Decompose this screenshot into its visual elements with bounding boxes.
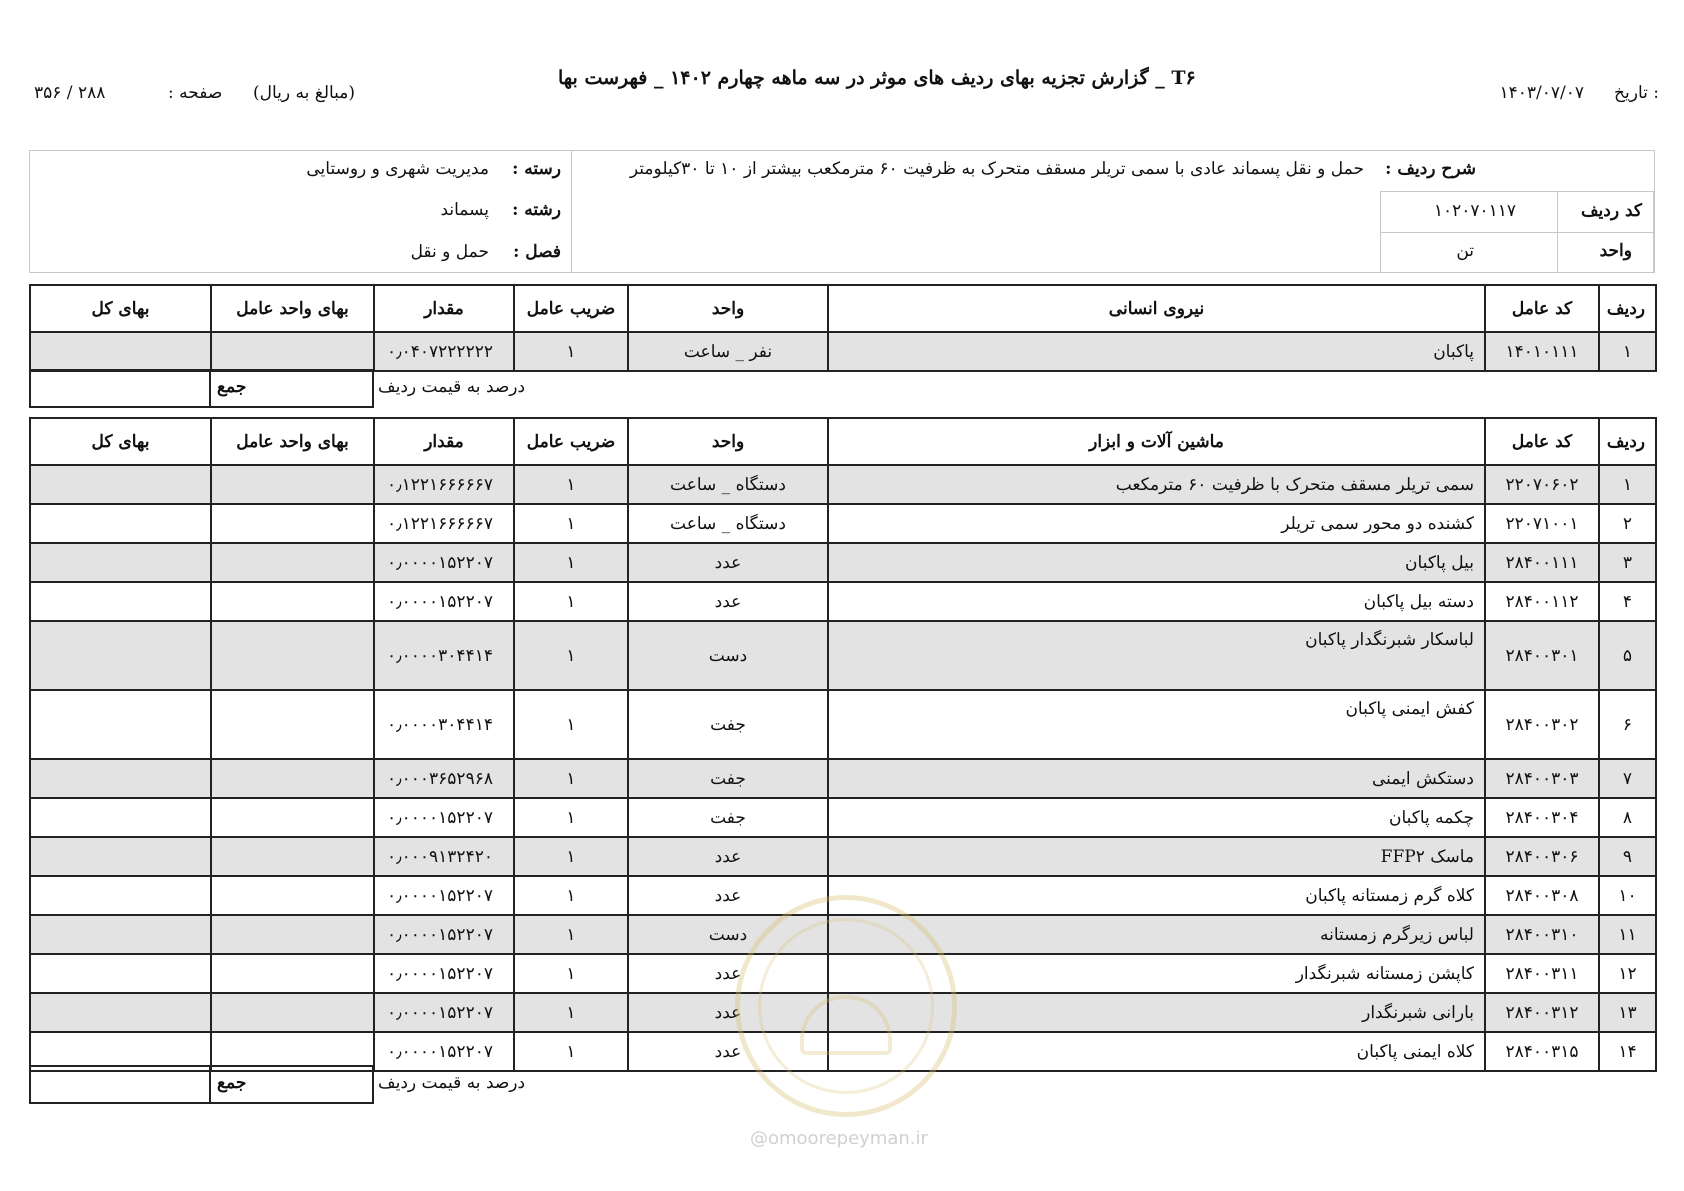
row-number: ۸ [1599, 798, 1656, 837]
category-value: مدیریت شهری و روستایی [306, 159, 489, 179]
factor-name: سمی تریلر مسقف متحرک با ظرفیت ۶۰ مترمکعب [828, 465, 1485, 504]
table-row [30, 954, 1656, 993]
watermark-url: @omoorepeyman.ir [750, 1128, 928, 1149]
table-row [30, 465, 1656, 504]
machinery-header-qty: مقدار [374, 418, 514, 465]
factor-code: ۲۸۴۰۰۳۱۵ [1485, 1032, 1599, 1071]
unit-price-cell [211, 837, 374, 876]
factor-quantity: ۰٫۰۰۰۰۱۵۲۲۰۷ [374, 582, 514, 621]
labor-header-code: کد عامل [1485, 285, 1599, 332]
factor-quantity: ۰٫۰۰۰۹۱۳۲۴۲۰ [374, 837, 514, 876]
machinery-header-name: ماشین آلات و ابزار [828, 418, 1485, 465]
total-price-cell [30, 993, 211, 1032]
factor-quantity: ۰٫۰۰۰۰۱۵۲۲۰۷ [374, 954, 514, 993]
total-price-cell [30, 621, 211, 690]
machinery-header-row: ردیف [1599, 418, 1656, 465]
factor-name: کشنده دو محور سمی تریلر [828, 504, 1485, 543]
row-number: ۶ [1599, 690, 1656, 759]
field-value: پسماند [440, 200, 489, 220]
category-label: رسته : [512, 159, 561, 179]
factor-quantity: ۰٫۰۰۰۰۱۵۲۲۰۷ [374, 798, 514, 837]
left-info-divider [571, 151, 572, 272]
table-row [30, 993, 1656, 1032]
labor-sum-label: جمع [217, 377, 247, 397]
factor-code: ۲۸۴۰۰۳۰۳ [1485, 759, 1599, 798]
factor-unit: دستگاه _ ساعت [628, 465, 828, 504]
total-price-cell [30, 876, 211, 915]
factor-name: دسته بیل پاکبان [828, 582, 1485, 621]
unit-price-cell [211, 332, 374, 371]
unit-price-cell [211, 690, 374, 759]
factor-coefficient: ۱ [514, 690, 628, 759]
factor-name: بیل پاکبان [828, 543, 1485, 582]
row-number: ۱۰ [1599, 876, 1656, 915]
total-price-cell [30, 915, 211, 954]
unit-price-cell [211, 954, 374, 993]
unit-price-cell [211, 993, 374, 1032]
labor-header-unit: واحد [628, 285, 828, 332]
total-price-cell [30, 332, 211, 371]
factor-code: ۲۸۴۰۰۳۱۲ [1485, 993, 1599, 1032]
factor-quantity: ۰٫۰۰۰۰۱۵۲۲۰۷ [374, 993, 514, 1032]
chapter-value: حمل و نقل [410, 242, 489, 262]
machinery-sum-row [29, 1065, 539, 1104]
factor-quantity: ۰٫۰۰۰۳۶۵۲۹۶۸ [374, 759, 514, 798]
factor-code: ۲۸۴۰۰۳۰۶ [1485, 837, 1599, 876]
report-title: T۶ _ گزارش تجزیه بهای ردیف های موثر در سه ماهه چهارم ۱۴۰۲ _ فهرست بها [558, 67, 1196, 89]
factor-coefficient: ۱ [514, 504, 628, 543]
factor-coefficient: ۱ [514, 332, 628, 371]
factor-name: لباس زیرگرم زمستانه [828, 915, 1485, 954]
labor-header-row: ردیف [1599, 285, 1656, 332]
table-row [30, 837, 1656, 876]
labor-header-name: نیروی انسانی [828, 285, 1485, 332]
desc-label: شرح ردیف : [1385, 159, 1476, 179]
factor-coefficient: ۱ [514, 1032, 628, 1071]
row-number: ۱ [1599, 332, 1656, 371]
labor-header-total: بهای کل [30, 285, 211, 332]
table-row [30, 876, 1656, 915]
row-number: ۱۴ [1599, 1032, 1656, 1071]
factor-name: کلاه ایمنی پاکبان [828, 1032, 1485, 1071]
factor-name: چکمه پاکبان [828, 798, 1485, 837]
table-row [30, 582, 1656, 621]
factor-coefficient: ۱ [514, 798, 628, 837]
machinery-percent-label: درصد به قیمت ردیف [378, 1073, 526, 1093]
factor-name: پاکبان [828, 332, 1485, 371]
machinery-table [29, 417, 1657, 1072]
factor-unit: عدد [628, 543, 828, 582]
unit-price-cell [211, 759, 374, 798]
row-number: ۵ [1599, 621, 1656, 690]
table-row [30, 759, 1656, 798]
field-label: رشته : [512, 200, 561, 220]
factor-coefficient: ۱ [514, 582, 628, 621]
machinery-sum-total-cell [29, 1065, 211, 1104]
total-price-cell [30, 954, 211, 993]
total-price-cell [30, 465, 211, 504]
labor-percent-label: درصد به قیمت ردیف [378, 377, 526, 397]
amount-note: (مبالغ به ریال) [253, 83, 356, 103]
factor-quantity: ۰٫۰۴۰۷۲۲۲۲۲۲ [374, 332, 514, 371]
labor-sum-total-cell [29, 369, 211, 408]
table-row [30, 332, 1656, 371]
row-number: ۳ [1599, 543, 1656, 582]
factor-coefficient: ۱ [514, 759, 628, 798]
factor-coefficient: ۱ [514, 993, 628, 1032]
factor-unit: عدد [628, 876, 828, 915]
factor-coefficient: ۱ [514, 543, 628, 582]
factor-name: بارانی شبرنگدار [828, 993, 1485, 1032]
factor-quantity: ۰٫۰۰۰۰۱۵۲۲۰۷ [374, 1032, 514, 1071]
factor-code: ۲۲۰۷۰۶۰۲ [1485, 465, 1599, 504]
factor-quantity: ۰٫۰۰۰۰۳۰۴۴۱۴ [374, 621, 514, 690]
machinery-header-unit: واحد [628, 418, 828, 465]
factor-code: ۲۸۴۰۰۱۱۱ [1485, 543, 1599, 582]
table-row [30, 915, 1656, 954]
total-price-cell [30, 543, 211, 582]
factor-unit: نفر _ ساعت [628, 332, 828, 371]
factor-code: ۲۸۴۰۰۳۱۱ [1485, 954, 1599, 993]
desc-value: حمل و نقل پسماند عادی با سمی تریلر مسقف متحرک به ظرفیت ۶۰ مترمکعب بیشتر از ۱۰ تا ۳۰کیلومتر [629, 159, 1364, 179]
factor-unit: عدد [628, 582, 828, 621]
unit-price-cell [211, 582, 374, 621]
unit-price-cell [211, 915, 374, 954]
total-price-cell [30, 837, 211, 876]
row-number: ۲ [1599, 504, 1656, 543]
factor-unit: عدد [628, 837, 828, 876]
labor-sum-row [29, 369, 539, 408]
machinery-header-unit-price: بهای واحد عامل [211, 418, 374, 465]
machinery-header-code: کد عامل [1485, 418, 1599, 465]
factor-code: ۲۲۰۷۱۰۰۱ [1485, 504, 1599, 543]
factor-quantity: ۰٫۰۰۰۰۱۵۲۲۰۷ [374, 915, 514, 954]
unit-price-cell [211, 798, 374, 837]
factor-quantity: ۰٫۱۲۲۱۶۶۶۶۶۷ [374, 465, 514, 504]
labor-header-unit-price: بهای واحد عامل [211, 285, 374, 332]
factor-unit: جفت [628, 798, 828, 837]
page-value: ۲۸۸ / ۳۵۶ [34, 83, 106, 103]
total-price-cell [30, 759, 211, 798]
factor-unit: جفت [628, 690, 828, 759]
table-row [30, 798, 1656, 837]
labor-table [29, 284, 1657, 372]
factor-code: ۲۸۴۰۰۳۰۸ [1485, 876, 1599, 915]
factor-unit: دستگاه _ ساعت [628, 504, 828, 543]
factor-code: ۲۸۴۰۰۱۱۲ [1485, 582, 1599, 621]
unit-price-cell [211, 621, 374, 690]
chapter-label: فصل : [513, 242, 561, 262]
table-row [30, 621, 1656, 690]
row-number: ۱۳ [1599, 993, 1656, 1032]
row-number: ۱ [1599, 465, 1656, 504]
total-price-cell [30, 582, 211, 621]
factor-code: ۱۴۰۱۰۱۱۱ [1485, 332, 1599, 371]
date-value: ۱۴۰۳/۰۷/۰۷ [1499, 83, 1584, 103]
date-label: تاریخ : [1614, 83, 1659, 103]
unit-label: واحد [1599, 241, 1632, 261]
machinery-header-factor: ضریب عامل [514, 418, 628, 465]
factor-code: ۲۸۴۰۰۳۱۰ [1485, 915, 1599, 954]
factor-unit: دست [628, 621, 828, 690]
page-label: صفحه : [168, 83, 223, 103]
row-number: ۴ [1599, 582, 1656, 621]
row-number: ۹ [1599, 837, 1656, 876]
row-number: ۱۲ [1599, 954, 1656, 993]
factor-quantity: ۰٫۰۰۰۰۳۰۴۴۱۴ [374, 690, 514, 759]
total-price-cell [30, 504, 211, 543]
factor-name: ماسک FFP۲ [828, 837, 1485, 876]
factor-quantity: ۰٫۰۰۰۰۱۵۲۲۰۷ [374, 876, 514, 915]
factor-coefficient: ۱ [514, 915, 628, 954]
table-row [30, 504, 1656, 543]
table-row [30, 543, 1656, 582]
labor-header-qty: مقدار [374, 285, 514, 332]
machinery-header-total: بهای کل [30, 418, 211, 465]
factor-unit: دست [628, 915, 828, 954]
factor-unit: عدد [628, 1032, 828, 1071]
factor-quantity: ۰٫۰۰۰۰۱۵۲۲۰۷ [374, 543, 514, 582]
total-price-cell [30, 690, 211, 759]
code-value: ۱۰۲۰۷۰۱۱۷ [1433, 201, 1516, 221]
code-label: کد ردیف [1580, 201, 1642, 221]
row-number: ۷ [1599, 759, 1656, 798]
machinery-sum-label: جمع [217, 1073, 247, 1093]
info-box [29, 150, 1655, 273]
factor-name: کاپشن زمستانه شبرنگدار [828, 954, 1485, 993]
factor-name: کلاه گرم زمستانه پاکبان [828, 876, 1485, 915]
factor-coefficient: ۱ [514, 621, 628, 690]
total-price-cell [30, 798, 211, 837]
factor-code: ۲۸۴۰۰۳۰۱ [1485, 621, 1599, 690]
factor-coefficient: ۱ [514, 837, 628, 876]
factor-unit: عدد [628, 954, 828, 993]
factor-coefficient: ۱ [514, 954, 628, 993]
factor-coefficient: ۱ [514, 465, 628, 504]
unit-price-cell [211, 465, 374, 504]
table-row [30, 690, 1656, 759]
labor-header-factor: ضریب عامل [514, 285, 628, 332]
factor-name: دستکش ایمنی [828, 759, 1485, 798]
factor-unit: جفت [628, 759, 828, 798]
factor-unit: عدد [628, 993, 828, 1032]
row-number: ۱۱ [1599, 915, 1656, 954]
factor-quantity: ۰٫۱۲۲۱۶۶۶۶۶۷ [374, 504, 514, 543]
factor-coefficient: ۱ [514, 876, 628, 915]
unit-value: تن [1456, 241, 1474, 261]
unit-price-cell [211, 543, 374, 582]
factor-code: ۲۸۴۰۰۳۰۴ [1485, 798, 1599, 837]
factor-code: ۲۸۴۰۰۳۰۲ [1485, 690, 1599, 759]
factor-name: لباسکار شبرنگدار پاکبان [828, 621, 1485, 690]
factor-name: کفش ایمنی پاکبان [828, 690, 1485, 759]
unit-price-cell [211, 876, 374, 915]
unit-price-cell [211, 504, 374, 543]
